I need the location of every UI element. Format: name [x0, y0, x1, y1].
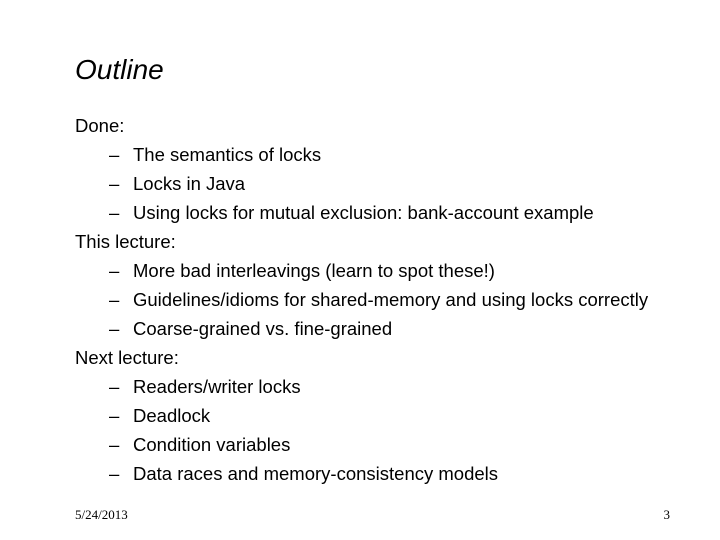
- list-item: [75, 462, 715, 486]
- bullet-dash: –: [109, 260, 120, 281]
- list-item-text: Condition variables: [133, 434, 291, 455]
- list-item-text: Locks in Java: [133, 173, 246, 194]
- bullet-dash: –: [109, 434, 120, 455]
- list-item: [75, 288, 715, 312]
- list-item-text: More bad interleavings (learn to spot these!): [133, 260, 495, 281]
- list-item: [75, 433, 715, 457]
- bullet-dash: –: [109, 289, 120, 310]
- list-item-text: Guidelines/idioms for shared-memory and using locks correctly: [133, 289, 649, 310]
- bullet-dash: –: [109, 463, 120, 484]
- list-item: [75, 143, 715, 167]
- footer-page-number: 3: [663, 507, 670, 522]
- bullet-dash: –: [109, 318, 120, 339]
- outline-content: [75, 114, 715, 491]
- list-item-text: The semantics of locks: [133, 144, 322, 165]
- list-item: [75, 317, 715, 341]
- bullet-dash: –: [109, 202, 120, 223]
- list-item: [75, 259, 715, 283]
- bullet-dash: –: [109, 173, 120, 194]
- list-item-text: Deadlock: [133, 405, 211, 426]
- list-item-text: Coarse-grained vs. fine-grained: [133, 318, 393, 339]
- bullet-dash: –: [109, 144, 120, 165]
- footer-date: 5/24/2013: [75, 507, 128, 522]
- list-item: [75, 375, 715, 399]
- list-item: [75, 201, 715, 225]
- list-item: [75, 172, 715, 196]
- bullet-dash: –: [109, 405, 120, 426]
- list-item-text: Using locks for mutual exclusion: bank-account example: [133, 202, 594, 223]
- list-item: [75, 404, 715, 428]
- section-heading-done: Done:: [75, 115, 125, 136]
- list-item-text: Data races and memory-consistency models: [133, 463, 499, 484]
- bullet-dash: –: [109, 376, 120, 397]
- slide-title: Outline: [75, 54, 164, 85]
- section-heading-next-lecture: Next lecture:: [75, 347, 179, 368]
- list-item-text: Readers/writer locks: [133, 376, 301, 397]
- section-heading-this-lecture: This lecture:: [75, 231, 176, 252]
